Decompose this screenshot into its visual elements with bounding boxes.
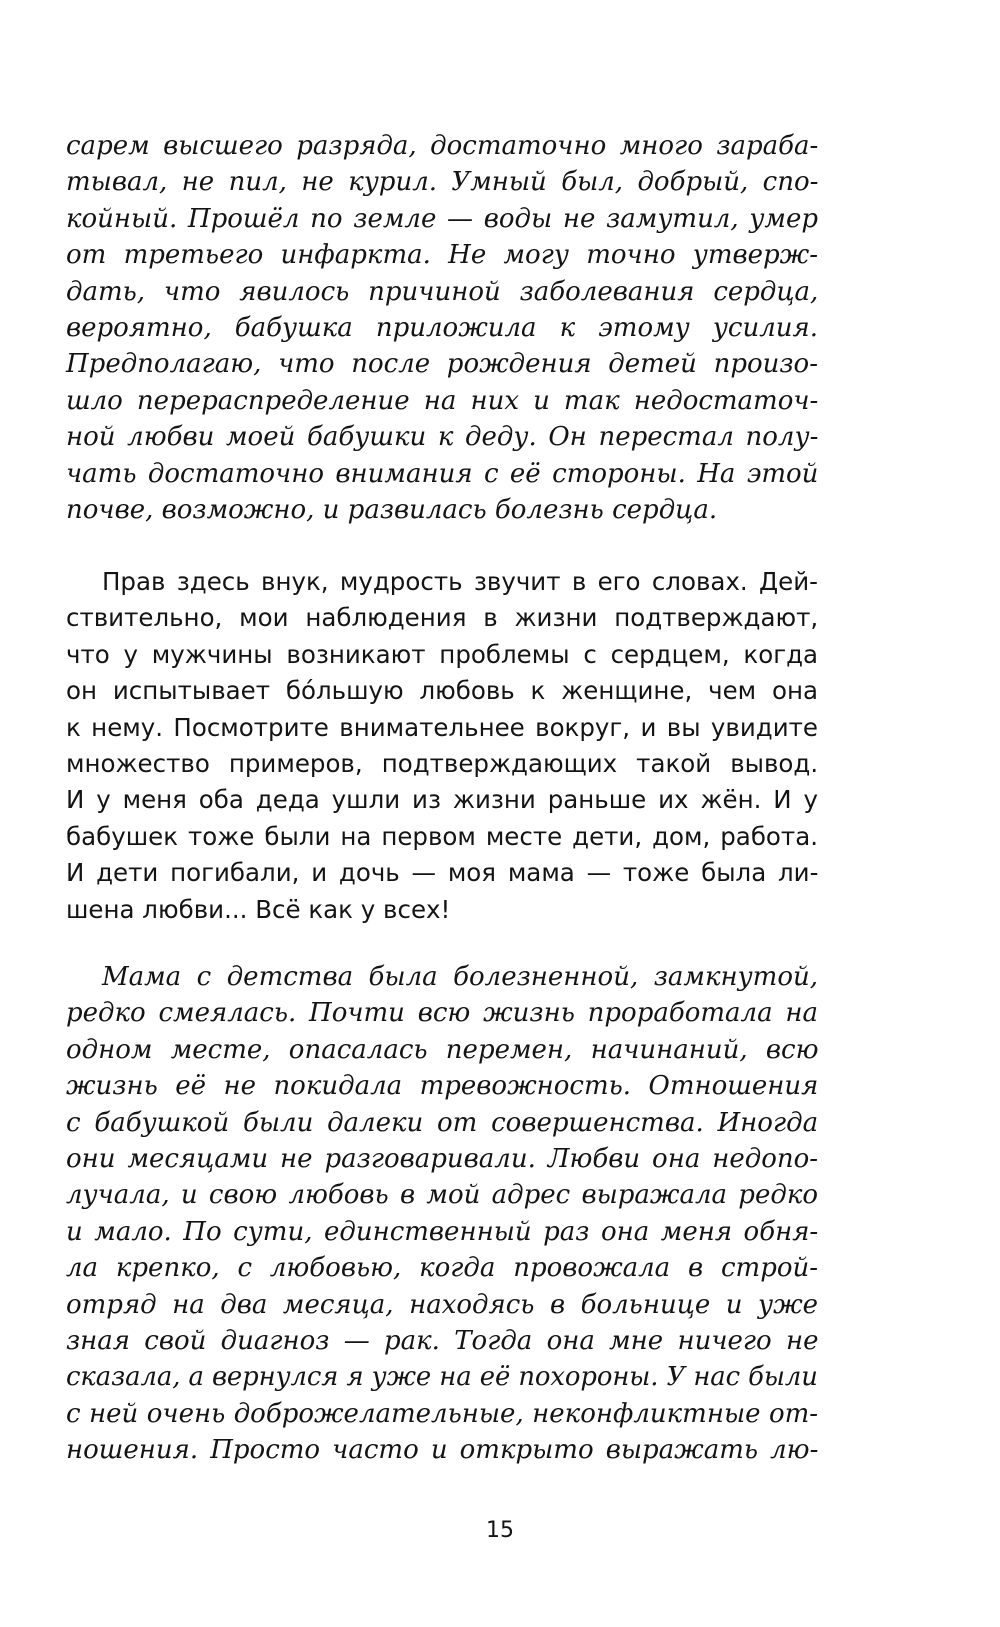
text-line: ношения. Просто часто и открыто выражать лю-	[66, 1435, 819, 1466]
paragraph-italic-1	[66, 128, 818, 528]
page-number: 15	[486, 1518, 514, 1543]
text-line: вероятно, бабушка приложила к этому усилия.	[66, 313, 818, 344]
text-line: почве, возможно, и развилась болезнь сердца.	[66, 495, 718, 526]
text-line: лучала, и свою любовь в мой адрес выражала редко	[66, 1180, 818, 1211]
text-line: койный. Прошёл по земле — воды не замутил, умер	[66, 203, 818, 234]
text-line: что у мужчины возникают проблемы с сердцем, когда	[66, 639, 819, 669]
text-line: шло перераспределение на них и так недостаточ-	[66, 385, 819, 416]
text-line: одном месте, опасалась перемен, начинаний, всю	[66, 1034, 819, 1065]
text-line: сказала, а вернулся я уже на её похороны. У нас были	[66, 1362, 818, 1393]
text-line: от третьего инфаркта. Не могу точно утверж-	[66, 240, 818, 271]
text-line: он испытывает бóльшую любовь к женщине, чем она	[66, 676, 818, 706]
text-line: жизнь её не покидала тревожность. Отношения	[66, 1071, 819, 1102]
text-line: отряд на два месяца, находясь в больнице и уже	[66, 1289, 819, 1320]
text-line: тывал, не пил, не курил. Умный был, добрый, спо-	[66, 167, 819, 198]
text-line: Предполагаю, что после рождения детей произо-	[66, 349, 818, 380]
text-line: Мама с детства была болезненной, замкнутой,	[102, 962, 818, 992]
text-line: дать, что явилось причиной заболевания сердца,	[66, 276, 819, 307]
text-line: к нему. Посмотрите внимательнее вокруг, и вы увидите	[66, 712, 818, 742]
text-line: с бабушкой были далеки от совершенства. Иногда	[66, 1107, 819, 1138]
text-line: с ней очень доброжелательные, неконфликтные от-	[66, 1398, 819, 1429]
text-line: ствительно, мои наблюдения в жизни подтверждают,	[66, 603, 819, 633]
text-line: сарем высшего разряда, достаточно много зараба-	[66, 131, 819, 161]
text-line: зная свой диагноз — рак. Тогда она мне ничего не	[66, 1326, 819, 1357]
text-line: редко смеялась. Почти всю жизнь проработала на	[66, 998, 818, 1029]
text-line: они месяцами не разговаривали. Любви она недопо-	[66, 1144, 819, 1175]
text-line: бабушек тоже были на первом месте дети, дом, работа.	[66, 821, 818, 851]
text-line: и мало. По сути, единственный раз она меня обня-	[66, 1216, 819, 1247]
text-line: И у меня оба деда ушли из жизни раньше их жён. И у	[66, 785, 818, 815]
text-line: ла крепко, с любовью, когда провожала в строй-	[66, 1253, 819, 1284]
paragraph-italic-3	[66, 959, 818, 1469]
text-line: И дети погибали, и дочь — моя мама — тоже была ли-	[66, 858, 819, 888]
text-line: чать достаточно внимания с её стороны. На этой	[66, 458, 819, 489]
text-line: ной любви моей бабушки к деду. Он перестал полу-	[66, 422, 819, 453]
paragraph-roman-2	[66, 564, 818, 928]
text-line: множество примеров, подтверждающих такой вывод.	[66, 749, 819, 779]
text-line: Прав здесь внук, мудрость звучит в его словах. Дей-	[102, 567, 818, 596]
text-line: шена любви... Всё как у всех!	[66, 894, 451, 924]
